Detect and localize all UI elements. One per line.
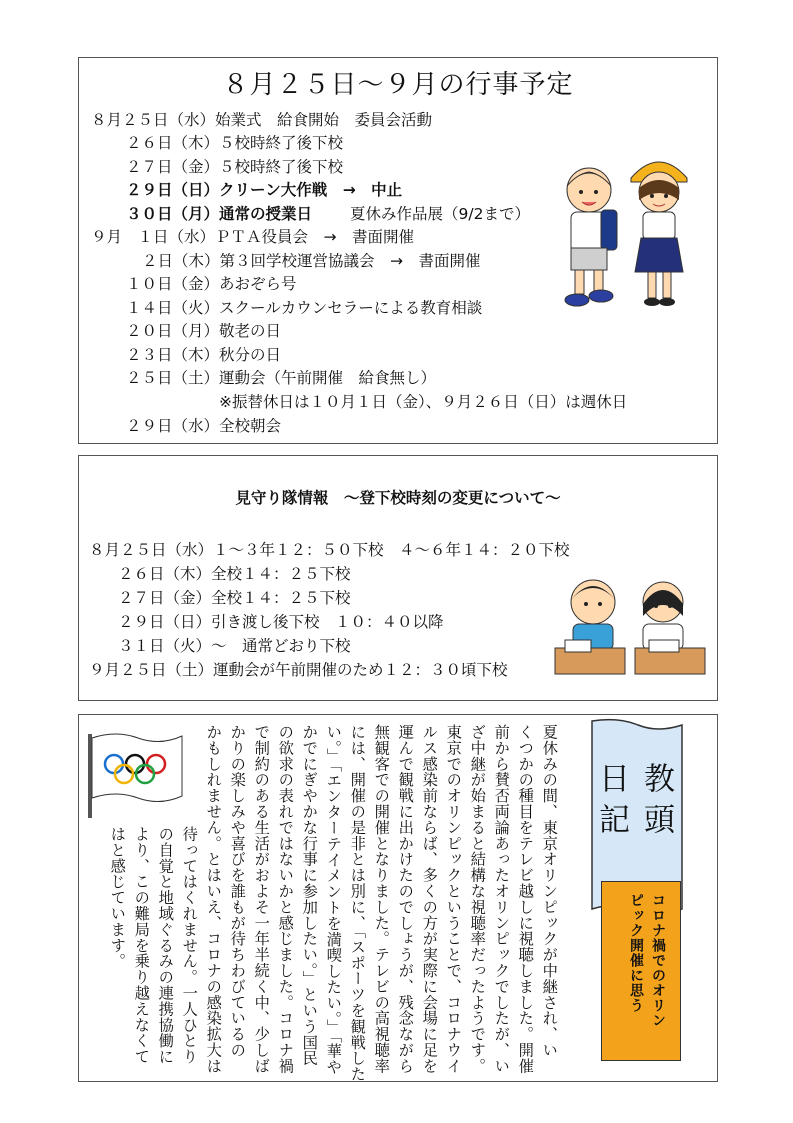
diary-column: 前から賛否両論あったオリンピックでしたが、い: [492, 724, 511, 1074]
diary-column: には、開催の是非とは別に、「スポーツを観戦した: [348, 724, 367, 1083]
schedule-row: １０日（金）あおぞら号: [126, 275, 297, 293]
mimamori-row: ２７日（金）全校１４：２５下校: [118, 589, 351, 607]
diary-column: くつかの種目をテレビ越しに視聴しました。開催: [516, 724, 535, 1074]
diary-column: 無観客での開催となりました。テレビの高視聴率: [372, 724, 391, 1074]
diary-column: 待ってはくれません。一人ひとり: [180, 826, 199, 1065]
diary-column: ルス感染前ならば、多くの方が実際に会場に足を: [420, 724, 439, 1074]
diary-column: かもしれません。とはいえ、コロナの感染拡大は: [204, 724, 223, 1074]
diary-banner-title-1: 教頭: [638, 762, 674, 844]
diary-banner-title-2: 日記: [593, 762, 629, 844]
schedule-row: ２７日（金）５校時終了後下校: [126, 158, 344, 176]
diary-column: で制約のある生活がおよそ一年半続く中、少しば: [252, 724, 271, 1074]
olympic-flag-illustration: [86, 730, 184, 820]
diary-column: 東京でのオリンピックということで、コロナウイ: [444, 724, 463, 1074]
diary-column: より、この難局を乗り越えなくて: [132, 826, 151, 1065]
schedule-row: ２日（木）第３回学校運営協議会 → 書面開催: [142, 252, 481, 270]
diary-subtitle-line-2: ピック開催に思う: [628, 893, 644, 1013]
schedule-row: ２６日（木）５校時終了後下校: [126, 134, 344, 152]
schedule-row: ８月２５日（水）始業式 給食開始 委員会活動: [91, 111, 433, 129]
schedule-row: １４日（火）スクールカウンセラーによる教育相談: [126, 299, 483, 317]
diary-column: ざ中継が始まると結構な視聴率だったようです。: [468, 724, 487, 1074]
diary-column: の自覚と地域ぐるみの連携協働に: [156, 826, 175, 1065]
diary-column: かでにぎやかな行事に参加したい。」という国民: [300, 724, 319, 1067]
diary-column: かりの楽しみや喜びを誰もが待ちわびているの: [228, 724, 247, 1058]
children-walking-illustration: [549, 150, 699, 310]
mimamori-row: ３１日（火）～ 通常どおり下校: [118, 637, 351, 655]
mimamori-title: 見守り隊情報 ～登下校時刻の変更について～: [235, 489, 561, 507]
diary-column: い。」「エンターテイメントを満喫したい。」「華や: [324, 724, 343, 1075]
schedule-row: ２９日（水）全校朝会: [126, 417, 282, 435]
schedule-row: ３０日（月）通常の授業日: [126, 205, 313, 223]
schedule-row: ２９日（日）クリーン大作戦 → 中止: [126, 181, 403, 199]
mimamori-row: ８月２５日（水）１～３年１２：５０下校 ４～６年１４：２０下校: [89, 541, 570, 559]
schedule-row-note: ※振替休日は１０月１日（金）、９月２６日（日）は週休日: [219, 393, 628, 411]
mimamori-box: [78, 455, 718, 701]
diary-column: はと感じています。: [108, 826, 127, 970]
schedule-row: ２０日（月）敬老の日: [126, 322, 282, 340]
diary-subtitle-line-1: コロナ禍でのオリン: [650, 893, 666, 1028]
schedule-box: [78, 57, 718, 444]
schedule-title: ８月２５日～９月の行事予定: [222, 70, 574, 100]
mimamori-row: ２９日（日）引き渡し後下校 １０：４０以降: [118, 613, 444, 631]
schedule-row: ９月 １日（水）ＰＴＡ役員会 → 書面開催: [91, 228, 414, 246]
schedule-row: ２３日（木）秋分の日: [126, 346, 282, 364]
schedule-row: ２５日（土）運動会（午前開催 給食無し）: [126, 369, 437, 387]
children-studying-illustration: [551, 572, 711, 682]
diary-column: の欲求の表れではないかと感じました。コロナ禍: [276, 724, 295, 1074]
mimamori-row: ９月２５日（土）運動会が午前開催のため１２：３０頃下校: [89, 661, 508, 679]
diary-column: 運んで観戦に出かけたのでしょうが、残念ながら: [396, 724, 415, 1074]
schedule-row-note: 夏休み作品展（9/2まで）: [350, 205, 530, 223]
mimamori-row: ２６日（木）全校１４：２５下校: [118, 565, 351, 583]
diary-column: 夏休みの間、東京オリンピックが中継され、い: [540, 724, 559, 1058]
